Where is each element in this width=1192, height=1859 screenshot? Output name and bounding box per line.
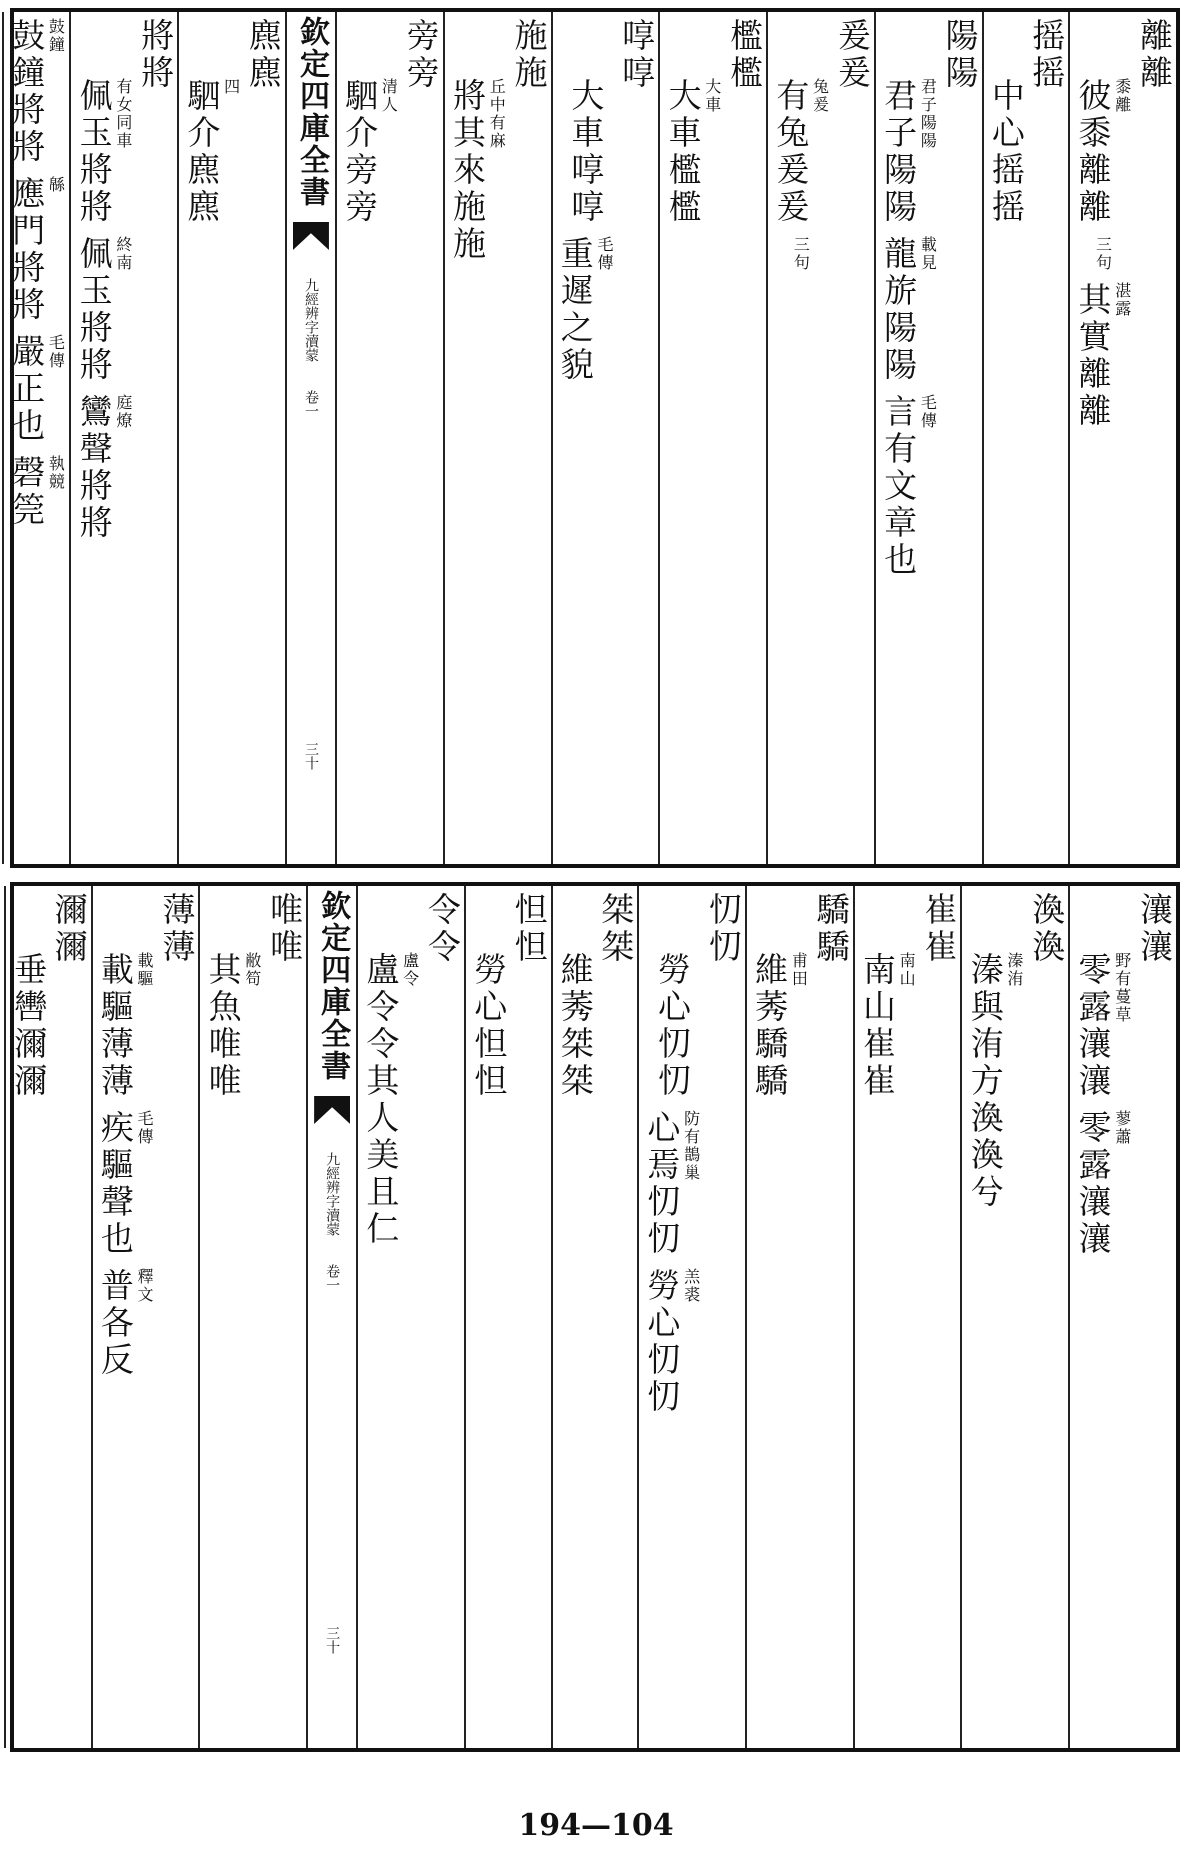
center-gutter (285, 12, 335, 864)
column-content (8, 18, 65, 864)
source-note: 釋文 (135, 1268, 155, 1304)
column-content (362, 892, 460, 1748)
quoted-text: 零露瀼瀼 (1073, 1110, 1113, 1258)
text-column (853, 886, 961, 1748)
text-column (745, 886, 853, 1748)
column-content (1074, 892, 1172, 1748)
entry-term: 啍啍 (617, 18, 657, 92)
quoted-text: 其實離離 (1073, 282, 1113, 430)
entry-term: 離離 (1135, 18, 1174, 92)
citation (183, 78, 240, 226)
text-column (0, 886, 4, 1748)
text-column (356, 886, 464, 1748)
citation (8, 176, 65, 324)
text-column (766, 12, 874, 864)
source-note: 黍離 (1112, 78, 1132, 114)
quoted-text: 維莠驕驕 (750, 952, 790, 1100)
quoted-text: 大車啍啍 (566, 78, 606, 226)
entry-term: 瀼瀼 (1135, 892, 1174, 966)
column-content (1074, 18, 1172, 864)
text-column (91, 886, 199, 1748)
column-content (859, 892, 957, 1748)
citation (449, 78, 506, 263)
source-note: 羔裘 (681, 1268, 701, 1304)
citation (772, 78, 829, 226)
column-content (880, 18, 978, 864)
citation (97, 1268, 154, 1379)
citation (654, 952, 690, 1100)
entry-term: 怛怛 (509, 892, 549, 966)
quoted-text: 勞心忉忉 (642, 1268, 682, 1416)
citation (664, 78, 721, 226)
text-column (551, 12, 659, 864)
citation (75, 236, 132, 384)
source-note: 載驅 (135, 952, 155, 988)
column-content (341, 18, 439, 864)
column-content (557, 892, 634, 1748)
quoted-text: 載驅薄薄 (95, 952, 135, 1100)
book-subtitle: 九經辨字瀆蒙 (302, 278, 319, 362)
citation (791, 236, 810, 272)
citation (1074, 78, 1131, 226)
source-note: 清人 (379, 78, 399, 114)
quoted-text: 南山崔崔 (857, 952, 897, 1100)
citation (341, 78, 398, 226)
citation (9, 952, 49, 1100)
source-note: 緜 (46, 176, 66, 194)
quoted-text: 佩玉將將 (74, 78, 114, 226)
column-content (203, 892, 305, 1748)
book-title: 欽定四庫全書 (315, 890, 351, 1082)
column-content (772, 18, 870, 864)
book-title: 欽定四庫全書 (293, 16, 329, 208)
source-note: 兔爰 (810, 78, 830, 114)
entry-term: 摇摇 (1027, 18, 1067, 92)
citation (1074, 952, 1131, 1100)
quoted-text: 言有文章也 (879, 394, 919, 579)
volume-label: 卷一 (324, 1264, 341, 1292)
citation (751, 952, 808, 1100)
source-note: 君子陽陽 (918, 78, 938, 150)
citation (97, 1110, 154, 1258)
quoted-text: 心焉忉忉 (642, 1110, 682, 1258)
quoted-text: 鼓鐘將將 (7, 18, 47, 166)
quoted-text: 垂轡濔濔 (9, 952, 49, 1100)
text-column (874, 12, 982, 864)
entry-term: 陽陽 (940, 18, 980, 92)
text-column (335, 12, 443, 864)
entry-term: 唯唯 (265, 892, 305, 966)
entry-term: 渙渙 (1027, 892, 1067, 966)
quoted-text: 大車檻檻 (663, 78, 703, 226)
source-note: 溱洧 (1004, 952, 1024, 988)
text-column (2, 12, 69, 864)
citation (643, 1110, 700, 1258)
text-column (0, 12, 2, 864)
citation (880, 78, 937, 226)
citation (362, 952, 419, 1248)
text-column (1068, 12, 1176, 864)
citation (1093, 236, 1112, 272)
quoted-text: 將其來施施 (448, 78, 488, 263)
entry-term: 忉忉 (703, 892, 743, 966)
column-content (643, 892, 741, 1748)
bottom-page (10, 882, 1180, 1752)
quoted-text: 龍旂陽陽 (879, 236, 919, 384)
citation (880, 236, 937, 384)
citation (557, 952, 593, 1100)
source-note: 鼓鐘 (46, 18, 66, 54)
column-content (470, 892, 547, 1748)
citation (204, 952, 261, 1100)
column-content (74, 18, 176, 864)
citation (557, 236, 614, 384)
column-content (557, 18, 655, 864)
source-note: 三句 (1093, 236, 1113, 272)
source-note: 野有蔓草 (1112, 952, 1132, 1024)
center-gutter (306, 886, 356, 1748)
fishtail-mark-icon (293, 222, 329, 250)
quoted-text: 其魚唯唯 (203, 952, 243, 1100)
entry-term: 檻檻 (725, 18, 765, 92)
text-column (1068, 886, 1176, 1748)
source-note: 四 (221, 78, 241, 96)
folio-number: 三十 (324, 1626, 341, 1654)
entry-term: 薄薄 (157, 892, 197, 966)
book-subtitle: 九經辨字瀆蒙 (324, 1152, 341, 1236)
quoted-text: 普各反 (95, 1268, 135, 1379)
source-note: 三句 (791, 236, 811, 272)
quoted-text: 磬筦 (7, 455, 47, 529)
citation (880, 394, 937, 579)
citation (859, 952, 916, 1100)
column-content (988, 18, 1065, 864)
source-note: 防有鵲巢 (681, 1110, 701, 1182)
entry-term: 爰爰 (832, 18, 872, 92)
quoted-text: 中心摇摇 (986, 78, 1026, 226)
text-column (443, 12, 551, 864)
citation (97, 952, 154, 1100)
citation (566, 78, 606, 226)
text-column (551, 886, 638, 1748)
citation (469, 952, 509, 1100)
page-number: 194—104 (518, 1808, 674, 1843)
bottom-columns (9, 886, 1176, 1748)
citation (988, 78, 1024, 226)
source-note: 毛傳 (46, 334, 66, 370)
quoted-text: 嚴正也 (7, 334, 47, 445)
quoted-text: 有兔爰爰 (771, 78, 811, 226)
citation (8, 334, 65, 445)
citation (1074, 1110, 1131, 1258)
quoted-text: 重遲之貌 (555, 236, 595, 384)
entry-term: 桀桀 (596, 892, 636, 966)
source-note: 甫田 (789, 952, 809, 988)
source-note: 大車 (702, 78, 722, 114)
entry-term: 濔濔 (49, 892, 89, 966)
column-content (965, 892, 1067, 1748)
entry-term: 驕驕 (811, 892, 851, 966)
quoted-text: 君子陽陽 (879, 78, 919, 226)
text-column (198, 886, 306, 1748)
column-content (97, 892, 195, 1748)
column-content (10, 892, 87, 1748)
volume-label: 卷一 (302, 390, 319, 418)
quoted-text: 彼黍離離 (1073, 78, 1113, 226)
top-page (7, 8, 1180, 868)
column-content (751, 892, 849, 1748)
citation (8, 18, 65, 166)
quoted-text: 疾驅聲也 (95, 1110, 135, 1258)
source-note: 有女同車 (113, 78, 133, 150)
quoted-text: 溱與洧方渙渙兮 (965, 952, 1005, 1211)
text-column (177, 12, 285, 864)
quoted-text: 佩玉將將 (74, 236, 114, 384)
quoted-text: 駟介麃麃 (182, 78, 222, 226)
text-column (982, 12, 1069, 864)
quoted-text: 鸞聲將將 (74, 394, 114, 542)
text-column (464, 886, 551, 1748)
text-column (637, 886, 745, 1748)
quoted-text: 駟介旁旁 (340, 78, 380, 226)
entry-term: 崔崔 (919, 892, 959, 966)
entry-term: 旁旁 (401, 18, 441, 92)
quoted-text: 零露瀼瀼 (1073, 952, 1113, 1100)
top-columns (7, 12, 1176, 864)
folio-number: 三十 (302, 742, 319, 770)
source-note: 湛露 (1112, 282, 1132, 318)
column-content (449, 18, 547, 864)
quoted-text: 盧令令其人美且仁 (361, 952, 401, 1248)
quoted-text: 勞心忉忉 (652, 952, 692, 1100)
source-note: 庭燎 (113, 394, 133, 430)
source-note: 丘中有麻 (487, 78, 507, 150)
column-content (183, 18, 281, 864)
text-column (4, 886, 91, 1748)
text-column (69, 12, 177, 864)
citation (75, 394, 132, 542)
source-note: 終南 (113, 236, 133, 272)
source-note: 毛傳 (918, 394, 938, 430)
entry-term: 將將 (136, 18, 176, 92)
quoted-text: 維莠桀桀 (555, 952, 595, 1100)
quoted-text: 勞心怛怛 (469, 952, 509, 1100)
text-column (658, 12, 766, 864)
citation (966, 952, 1023, 1211)
fishtail-mark-icon (314, 1096, 350, 1124)
citation (1074, 282, 1131, 430)
source-note: 蓼蕭 (1112, 1110, 1132, 1146)
quoted-text: 應門將將 (7, 176, 47, 324)
citation (8, 455, 65, 529)
source-note: 載見 (918, 236, 938, 272)
citation (643, 1268, 700, 1416)
source-note: 南山 (897, 952, 917, 988)
source-note: 毛傳 (594, 236, 614, 272)
entry-term: 麃麃 (243, 18, 283, 92)
source-note: 盧令 (400, 952, 420, 988)
entry-term: 令令 (422, 892, 462, 966)
source-note: 毛傳 (135, 1110, 155, 1146)
citation (75, 78, 132, 226)
source-note: 敝笱 (242, 952, 262, 988)
text-column (960, 886, 1068, 1748)
column-content (663, 18, 765, 864)
source-note: 執競 (46, 455, 66, 491)
entry-term: 施施 (509, 18, 549, 92)
